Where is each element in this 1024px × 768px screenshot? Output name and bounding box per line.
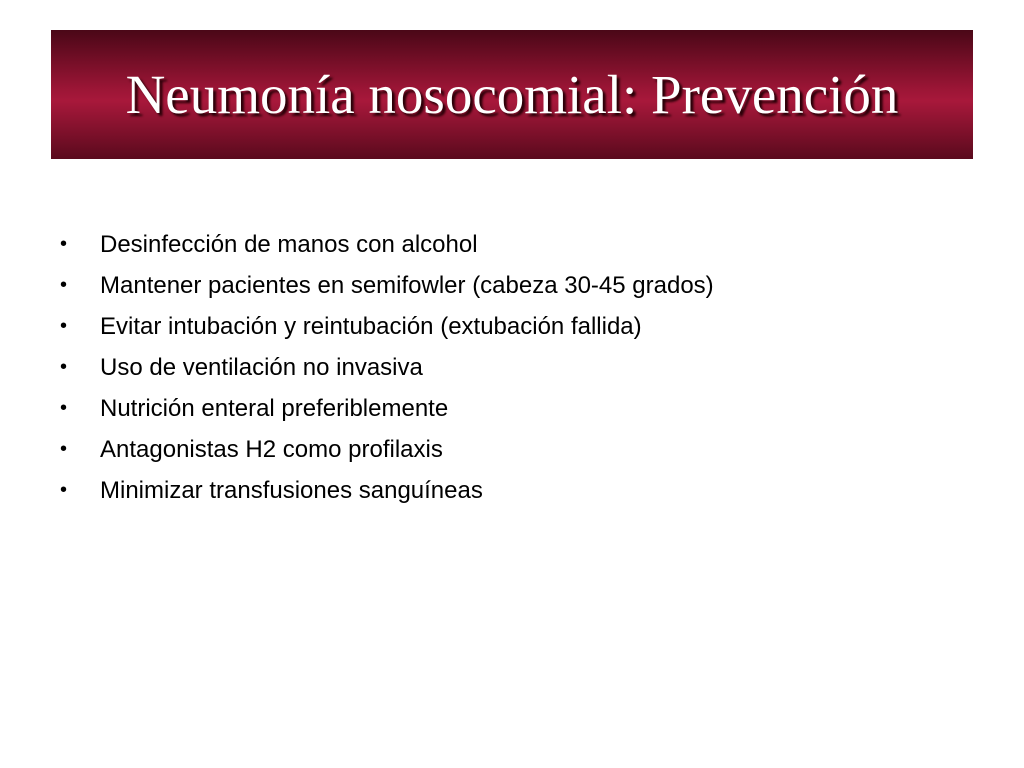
bullet-icon: • xyxy=(60,274,68,296)
bullet-icon: • xyxy=(60,438,68,460)
bullet-icon: • xyxy=(60,233,68,255)
bullet-text: Nutrición enteral preferiblemente xyxy=(100,395,449,422)
bullet-icon: • xyxy=(60,356,68,378)
bullet-text: Mantener pacientes en semifowler (cabeza 30-45 grados) xyxy=(100,272,714,299)
bullet-text: Antagonistas H2 como profilaxis xyxy=(100,436,443,463)
bullet-text: Desinfección de manos con alcohol xyxy=(100,231,478,258)
bullet-icon: • xyxy=(60,397,68,419)
slide-title: Neumonía nosocomial: Prevención xyxy=(125,64,899,125)
bullet-text: Evitar intubación y reintubación (extubación fallida) xyxy=(100,313,642,340)
bullet-text: Uso de ventilación no invasiva xyxy=(100,354,423,381)
title-bar xyxy=(51,30,973,159)
bullet-text: Minimizar transfusiones sanguíneas xyxy=(100,477,483,504)
bullet-icon: • xyxy=(60,479,68,501)
bullet-icon: • xyxy=(60,315,68,337)
